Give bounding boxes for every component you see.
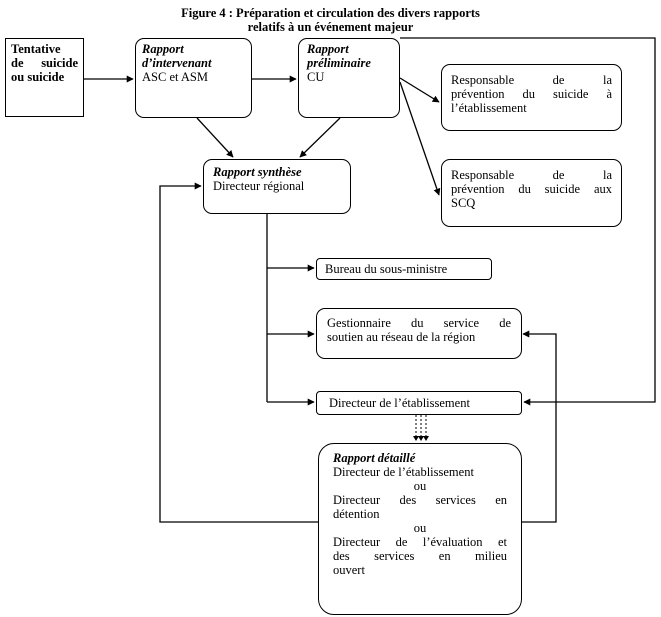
node-rapport-synthese [203,159,351,214]
figure-title-line-1: Figure 4 : Préparation et circulation des divers rapports [181,6,480,20]
node-rapport-intervenant [135,38,252,118]
arrow-detaille-to-gestionnaire [522,334,556,522]
node-resp-scq-line3: SCQ [451,196,476,210]
node-bureau-label: Bureau du sous-ministre [325,262,448,276]
node-synthese-sub: Directeur régional [213,179,305,193]
node-tentative-line3: ou suicide [11,70,65,84]
node-resp-etab-line2: prévention du suicide à [451,87,612,101]
node-preliminaire-sub: CU [307,70,325,84]
node-resp-scq-line1: Responsable de la [451,168,612,182]
arrow-intervenant-to-synthese [197,118,233,157]
node-intervenant-title-1: Rapport [142,42,184,56]
figure-title-line-2: relatifs à un événement majeur [247,20,414,34]
node-resp-etab-line3: l’établissement [451,101,527,115]
node-resp-etab-line1: Responsable de la [451,73,612,87]
node-detaille-or1: ou [413,479,427,493]
node-detaille-line3b: des services en milieu [333,549,507,563]
node-rapport-detaille [318,443,522,615]
node-gestionnaire [316,308,522,359]
node-bureau-sous-ministre [316,258,492,280]
node-intervenant-sub: ASC et ASM [142,70,208,84]
node-rapport-preliminaire [298,38,400,118]
dotted-arrows [416,415,426,436]
node-gestionnaire-line2: soutien au réseau de la région [327,330,476,344]
node-detaille-title: Rapport détaillé [333,451,416,465]
node-tentative-line1: Tentative [11,42,61,56]
node-preliminaire-title-1: Rapport [307,42,349,56]
arrow-preliminaire-to-synthese [300,118,340,157]
node-detaille-line3c: ouvert [333,563,365,577]
node-detaille-or2: ou [413,521,427,535]
node-detaille-line2b: détention [333,507,380,521]
node-gestionnaire-line1: Gestionnaire du service de [327,316,511,330]
node-detaille-line2a: Directeur des services en [333,493,507,507]
node-directeur-etab-label: Directeur de l’établissement [329,396,470,410]
node-detaille-line1: Directeur de l’établissement [333,465,474,479]
node-resp-scq [441,159,622,227]
node-resp-etablissement [441,64,622,131]
node-preliminaire-title-2: préliminaire [307,56,371,70]
node-tentative-line2: de suicide [11,56,78,70]
node-resp-scq-line2: prévention du suicide aux [451,182,612,196]
node-directeur-etablissement [316,391,522,415]
node-synthese-title: Rapport synthèse [213,165,302,179]
node-tentative [5,38,84,117]
node-detaille-line3a: Directeur de l’évaluation et [333,535,507,549]
arrow-detaille-to-synthese [160,186,318,522]
node-intervenant-title-2: d’intervenant [142,56,212,70]
